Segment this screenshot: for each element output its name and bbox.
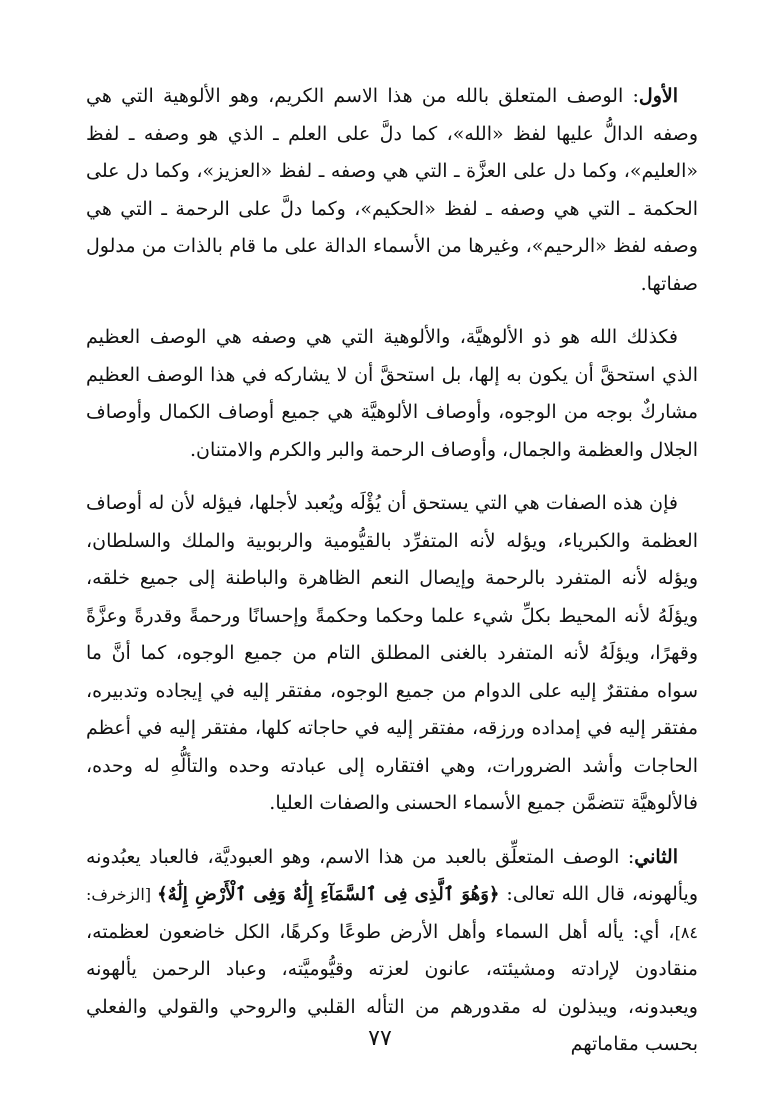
paragraph-worthy-text: فإن هذه الصفات هي التي يستحق أن يُؤْلَه ويُعبد لأجلها، فيؤله لأن له أوصاف العظمة والكبرياء، ويؤله لأنه المتفرِّد بالقيُّومية والربوبية والملك والسلطان، ويؤله لأنه المتفرد بالرحمة وإيصال النعم الظاهرة والباطنة إلى جميع خلقه، ويؤلَهُ لأنه المحيط بكلِّ شيء علما وحكما وحكمةً وإحسانًا ورحمةً وقدرةً وعزَّةً وقهرًا، ويؤلَهُ لأنه المتفرد بالغنى المطلق التام من جميع الوجوه، كما أنَّ ما سواه مفتقرٌ إليه على الدوام من جميع الوجوه، مفتقر إليه في إيجاده وتدبيره، مفتقر إليه في إمداده ورزقه، مفتقر إليه في حاجاته كلها، مفتقر إليه في أعظم الحاجات وأشد الضرورات، وهي افتقاره إلى عبادته وحده والتألُّهِ له وحده، فالألوهيَّة تتضمَّن جميع الأسماء الحسنى والصفات العليا. xyxy=(86,492,698,814)
term-first: الأول xyxy=(638,85,678,107)
paragraph-first-text: : الوصف المتعلق بالله من هذا الاسم الكريم، وهو الألوهية التي هي وصفه الدالُّ عليها لفظ «الله»، كما دلَّ على العلم ـ الذي هو وصفه ـ لفظ «العليم»، وكما دل على العزَّة ـ التي هي وصفه ـ لفظ «العزيز»، وكما دل على الحكمة ـ التي هي وصفه ـ لفظ «الحكيم»، وكما دلَّ على الرحمة ـ التي هي وصفه لفظ «الرحيم»، وغيرها من الأسماء الدالة على ما قام بالذات من مدلول صفاتها. xyxy=(86,85,698,295)
page-body xyxy=(86,78,698,1080)
paragraph-divinity-text: فكذلك الله هو ذو الألوهيَّة، والألوهية التي هي وصفه هي الوصف العظيم الذي استحقَّ أن يكون به إلها، بل استحقَّ أن لا يشاركه في هذا الوصف العظيم مشاركٌ بوجه من الوجوه، وأوصاف الألوهيَّة هي جميع أوصاف الكمال وأوصاف الجلال والعظمة والجمال، وأوصاف الرحمة والبر والكرم والامتنان. xyxy=(86,326,698,461)
paragraph-second-text-after: ، أي: يأله أهل السماء وأهل الأرض طوعًا وكرهًا، الكل خاضعون لعظمته، منقادون لإرادته ومشيئته، عانون لعزته وقيُّوميَّته، وعباد الرحمن يألهونه ويعبدونه، ويبذلون له مقدورهم من التأله القلبي والروحي والقولي والفعلي بحسب مقاماتهم xyxy=(86,920,698,1055)
verse-reference: [الزخرف: ٨٤] xyxy=(86,885,698,942)
paragraph-first-description xyxy=(86,78,698,303)
term-second: الثاني xyxy=(634,845,678,868)
paragraph-divinity-attributes xyxy=(86,319,698,469)
paragraph-second-text-before: : الوصف المتعلِّق بالعبد من هذا الاسم، وهو العبوديَّة، فالعباد يعبُدونه ويألهونه، قال الله تعالى: xyxy=(86,845,699,905)
quran-verse: ﴿وَهُوَ ٱلَّذِى فِى ٱلسَّمَآءِ إِلَٰهٌ وَفِى ٱلْأَرْضِ إِلَٰهٌ﴾ xyxy=(157,884,500,905)
paragraph-worthy-of-worship xyxy=(86,485,698,823)
page-number: ٧٧ xyxy=(368,1026,392,1051)
